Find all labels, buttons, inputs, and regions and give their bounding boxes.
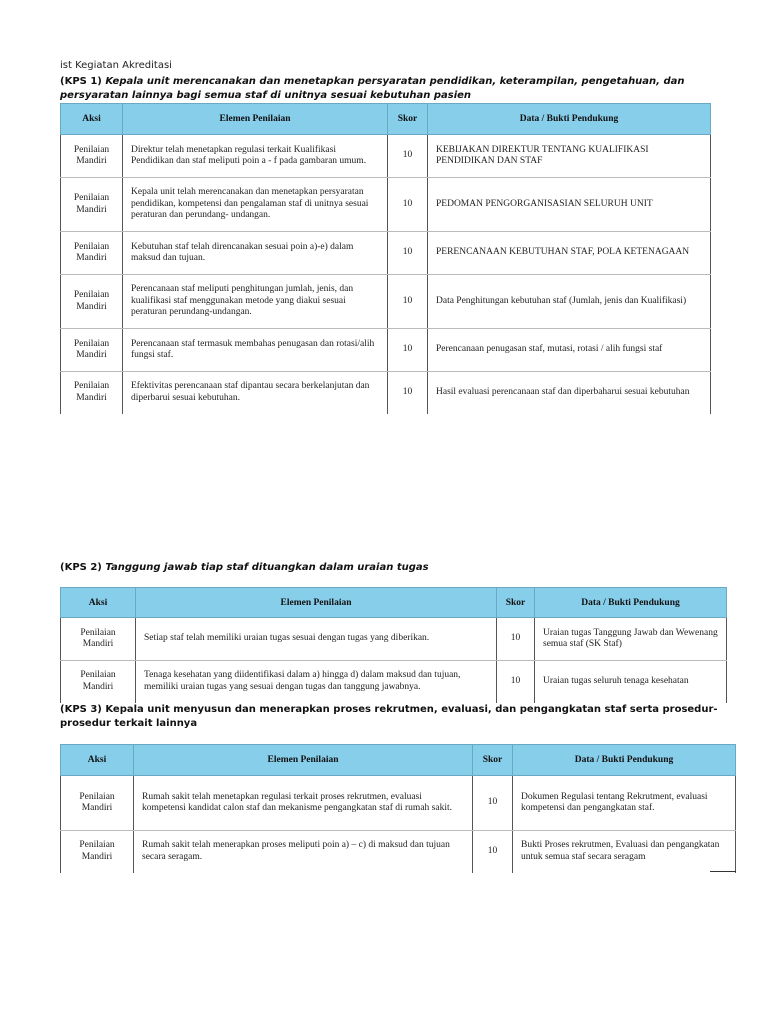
cell-skor: 10 bbox=[388, 178, 428, 232]
section-code: (KPS 1) bbox=[60, 76, 102, 87]
column-header-skor: Skor bbox=[388, 104, 428, 135]
table-end-rule bbox=[710, 871, 736, 872]
table-header-row bbox=[61, 745, 736, 776]
column-header-skor: Skor bbox=[473, 745, 513, 776]
section-code: (KPS 2) bbox=[60, 562, 102, 573]
table-header-row bbox=[61, 104, 711, 135]
cell-aksi: Penilaian Mandiri bbox=[61, 232, 123, 275]
cell-aksi: Penilaian Mandiri bbox=[61, 135, 123, 178]
cell-skor: 10 bbox=[497, 618, 535, 661]
cell-elemen: Efektivitas perencanaan staf dipantau secara berkelanjutan dan diperbarui sesuai kebutuhan. bbox=[123, 372, 388, 414]
section-title: Kepala unit menyusun dan menerapkan proses rekrutmen, evaluasi, dan pengangkatan staf serta prosedur-prosedur terkait lainnya bbox=[60, 704, 718, 729]
column-header-bukti: Data / Bukti Pendukung bbox=[428, 104, 711, 135]
cell-aksi: Penilaian Mandiri bbox=[61, 776, 134, 831]
section-heading-kps2 bbox=[60, 561, 720, 575]
table-row bbox=[61, 329, 711, 372]
cell-bukti: KEBIJAKAN DIREKTUR TENTANG KUALIFIKASI PENDIDIKAN DAN STAF bbox=[428, 135, 711, 178]
table-row bbox=[61, 831, 736, 873]
section-title: Tanggung jawab tiap staf dituangkan dalam uraian tugas bbox=[105, 562, 429, 573]
cell-aksi: Penilaian Mandiri bbox=[61, 372, 123, 414]
table-row bbox=[61, 135, 711, 178]
cell-elemen: Rumah sakit telah menerapkan proses meliputi poin a) – c) di maksud dan tujuan secara seragam. bbox=[134, 831, 473, 873]
cell-skor: 10 bbox=[497, 661, 535, 703]
cell-elemen: Direktur telah menetapkan regulasi terkait Kualifikasi Pendidikan dan staf meliputi poin a - f pada gambaran umum. bbox=[123, 135, 388, 178]
cell-bukti: Data Penghitungan kebutuhan staf (Jumlah, jenis dan Kualifikasi) bbox=[428, 275, 711, 329]
section-heading-kps1 bbox=[60, 75, 700, 103]
cell-elemen: Perencanaan staf meliputi penghitungan jumlah, jenis, dan kualifikasi staf menggunakan metode yang diakui sesuai peraturan perundang-undangan. bbox=[123, 275, 388, 329]
cell-skor: 10 bbox=[388, 135, 428, 178]
column-header-aksi: Aksi bbox=[61, 745, 134, 776]
cell-elemen: Perencanaan staf termasuk membahas penugasan dan rotasi/alih fungsi staf. bbox=[123, 329, 388, 372]
column-header-aksi: Aksi bbox=[61, 588, 136, 618]
cell-bukti: PEDOMAN PENGORGANISASIAN SELURUH UNIT bbox=[428, 178, 711, 232]
cell-bukti: Perencanaan penugasan staf, mutasi, rotasi / alih fungsi staf bbox=[428, 329, 711, 372]
column-header-skor: Skor bbox=[497, 588, 535, 618]
column-header-elemen: Elemen Penilaian bbox=[134, 745, 473, 776]
table-row bbox=[61, 275, 711, 329]
cell-bukti: Uraian tugas Tanggung Jawab dan Wewenang semua staf (SK Staf) bbox=[535, 618, 727, 661]
table-row bbox=[61, 661, 727, 703]
cell-skor: 10 bbox=[473, 776, 513, 831]
cell-elemen: Tenaga kesehatan yang diidentifikasi dalam a) hingga d) dalam maksud dan tujuan, memiliki uraian tugas yang sesuai dengan tugas dan tanggung jawabnya. bbox=[136, 661, 497, 703]
section-code: (KPS 3) bbox=[60, 704, 102, 715]
cell-elemen: Kepala unit telah merencanakan dan menetapkan persyaratan pendidikan, kompetensi dan pengalaman staf di unitnya sesuai peraturan dan perundang- undangan. bbox=[123, 178, 388, 232]
cell-aksi: Penilaian Mandiri bbox=[61, 618, 136, 661]
cell-bukti: Bukti Proses rekrutmen, Evaluasi dan pengangkatan untuk semua staf secara seragam bbox=[513, 831, 736, 873]
table-row bbox=[61, 232, 711, 275]
section-heading-kps3 bbox=[60, 703, 720, 731]
cell-aksi: Penilaian Mandiri bbox=[61, 178, 123, 232]
kps1-table bbox=[60, 103, 711, 414]
column-header-bukti: Data / Bukti Pendukung bbox=[535, 588, 727, 618]
cell-skor: 10 bbox=[388, 232, 428, 275]
table-row bbox=[61, 618, 727, 661]
cell-bukti: Dokumen Regulasi tentang Rekrutment, evaluasi kompetensi dan pengangkatan staf. bbox=[513, 776, 736, 831]
cell-bukti: Hasil evaluasi perencanaan staf dan diperbaharui sesuai kebutuhan bbox=[428, 372, 711, 414]
cell-bukti: PERENCANAAN KEBUTUHAN STAF, POLA KETENAGAAN bbox=[428, 232, 711, 275]
cell-elemen: Kebutuhan staf telah direncanakan sesuai poin a)-e) dalam maksud dan tujuan. bbox=[123, 232, 388, 275]
cell-aksi: Penilaian Mandiri bbox=[61, 831, 134, 873]
cell-aksi: Penilaian Mandiri bbox=[61, 275, 123, 329]
cell-aksi: Penilaian Mandiri bbox=[61, 329, 123, 372]
table-header-row bbox=[61, 588, 727, 618]
section-title: Kepala unit merencanakan dan menetapkan persyaratan pendidikan, keterampilan, pengetahuan, dan persyaratan lainnya bagi semua staf di unitnya sesuai kebutuhan pasien bbox=[60, 76, 685, 101]
cell-skor: 10 bbox=[473, 831, 513, 873]
document-title: ist Kegiatan Akreditasi bbox=[60, 60, 172, 71]
cell-skor: 10 bbox=[388, 275, 428, 329]
cell-elemen: Rumah sakit telah menetapkan regulasi terkait proses rekrutmen, evaluasi kompetensi kandidat calon staf dan mekanisme pengangkatan staf di rumah sakit. bbox=[134, 776, 473, 831]
table-row bbox=[61, 372, 711, 414]
column-header-aksi: Aksi bbox=[61, 104, 123, 135]
table-row bbox=[61, 776, 736, 831]
cell-skor: 10 bbox=[388, 372, 428, 414]
cell-skor: 10 bbox=[388, 329, 428, 372]
table-row bbox=[61, 178, 711, 232]
column-header-elemen: Elemen Penilaian bbox=[123, 104, 388, 135]
column-header-elemen: Elemen Penilaian bbox=[136, 588, 497, 618]
cell-bukti: Uraian tugas seluruh tenaga kesehatan bbox=[535, 661, 727, 703]
column-header-bukti: Data / Bukti Pendukung bbox=[513, 745, 736, 776]
kps2-table bbox=[60, 587, 727, 703]
cell-aksi: Penilaian Mandiri bbox=[61, 661, 136, 703]
kps3-table bbox=[60, 744, 736, 873]
cell-elemen: Setiap staf telah memiliki uraian tugas sesuai dengan tugas yang diberikan. bbox=[136, 618, 497, 661]
